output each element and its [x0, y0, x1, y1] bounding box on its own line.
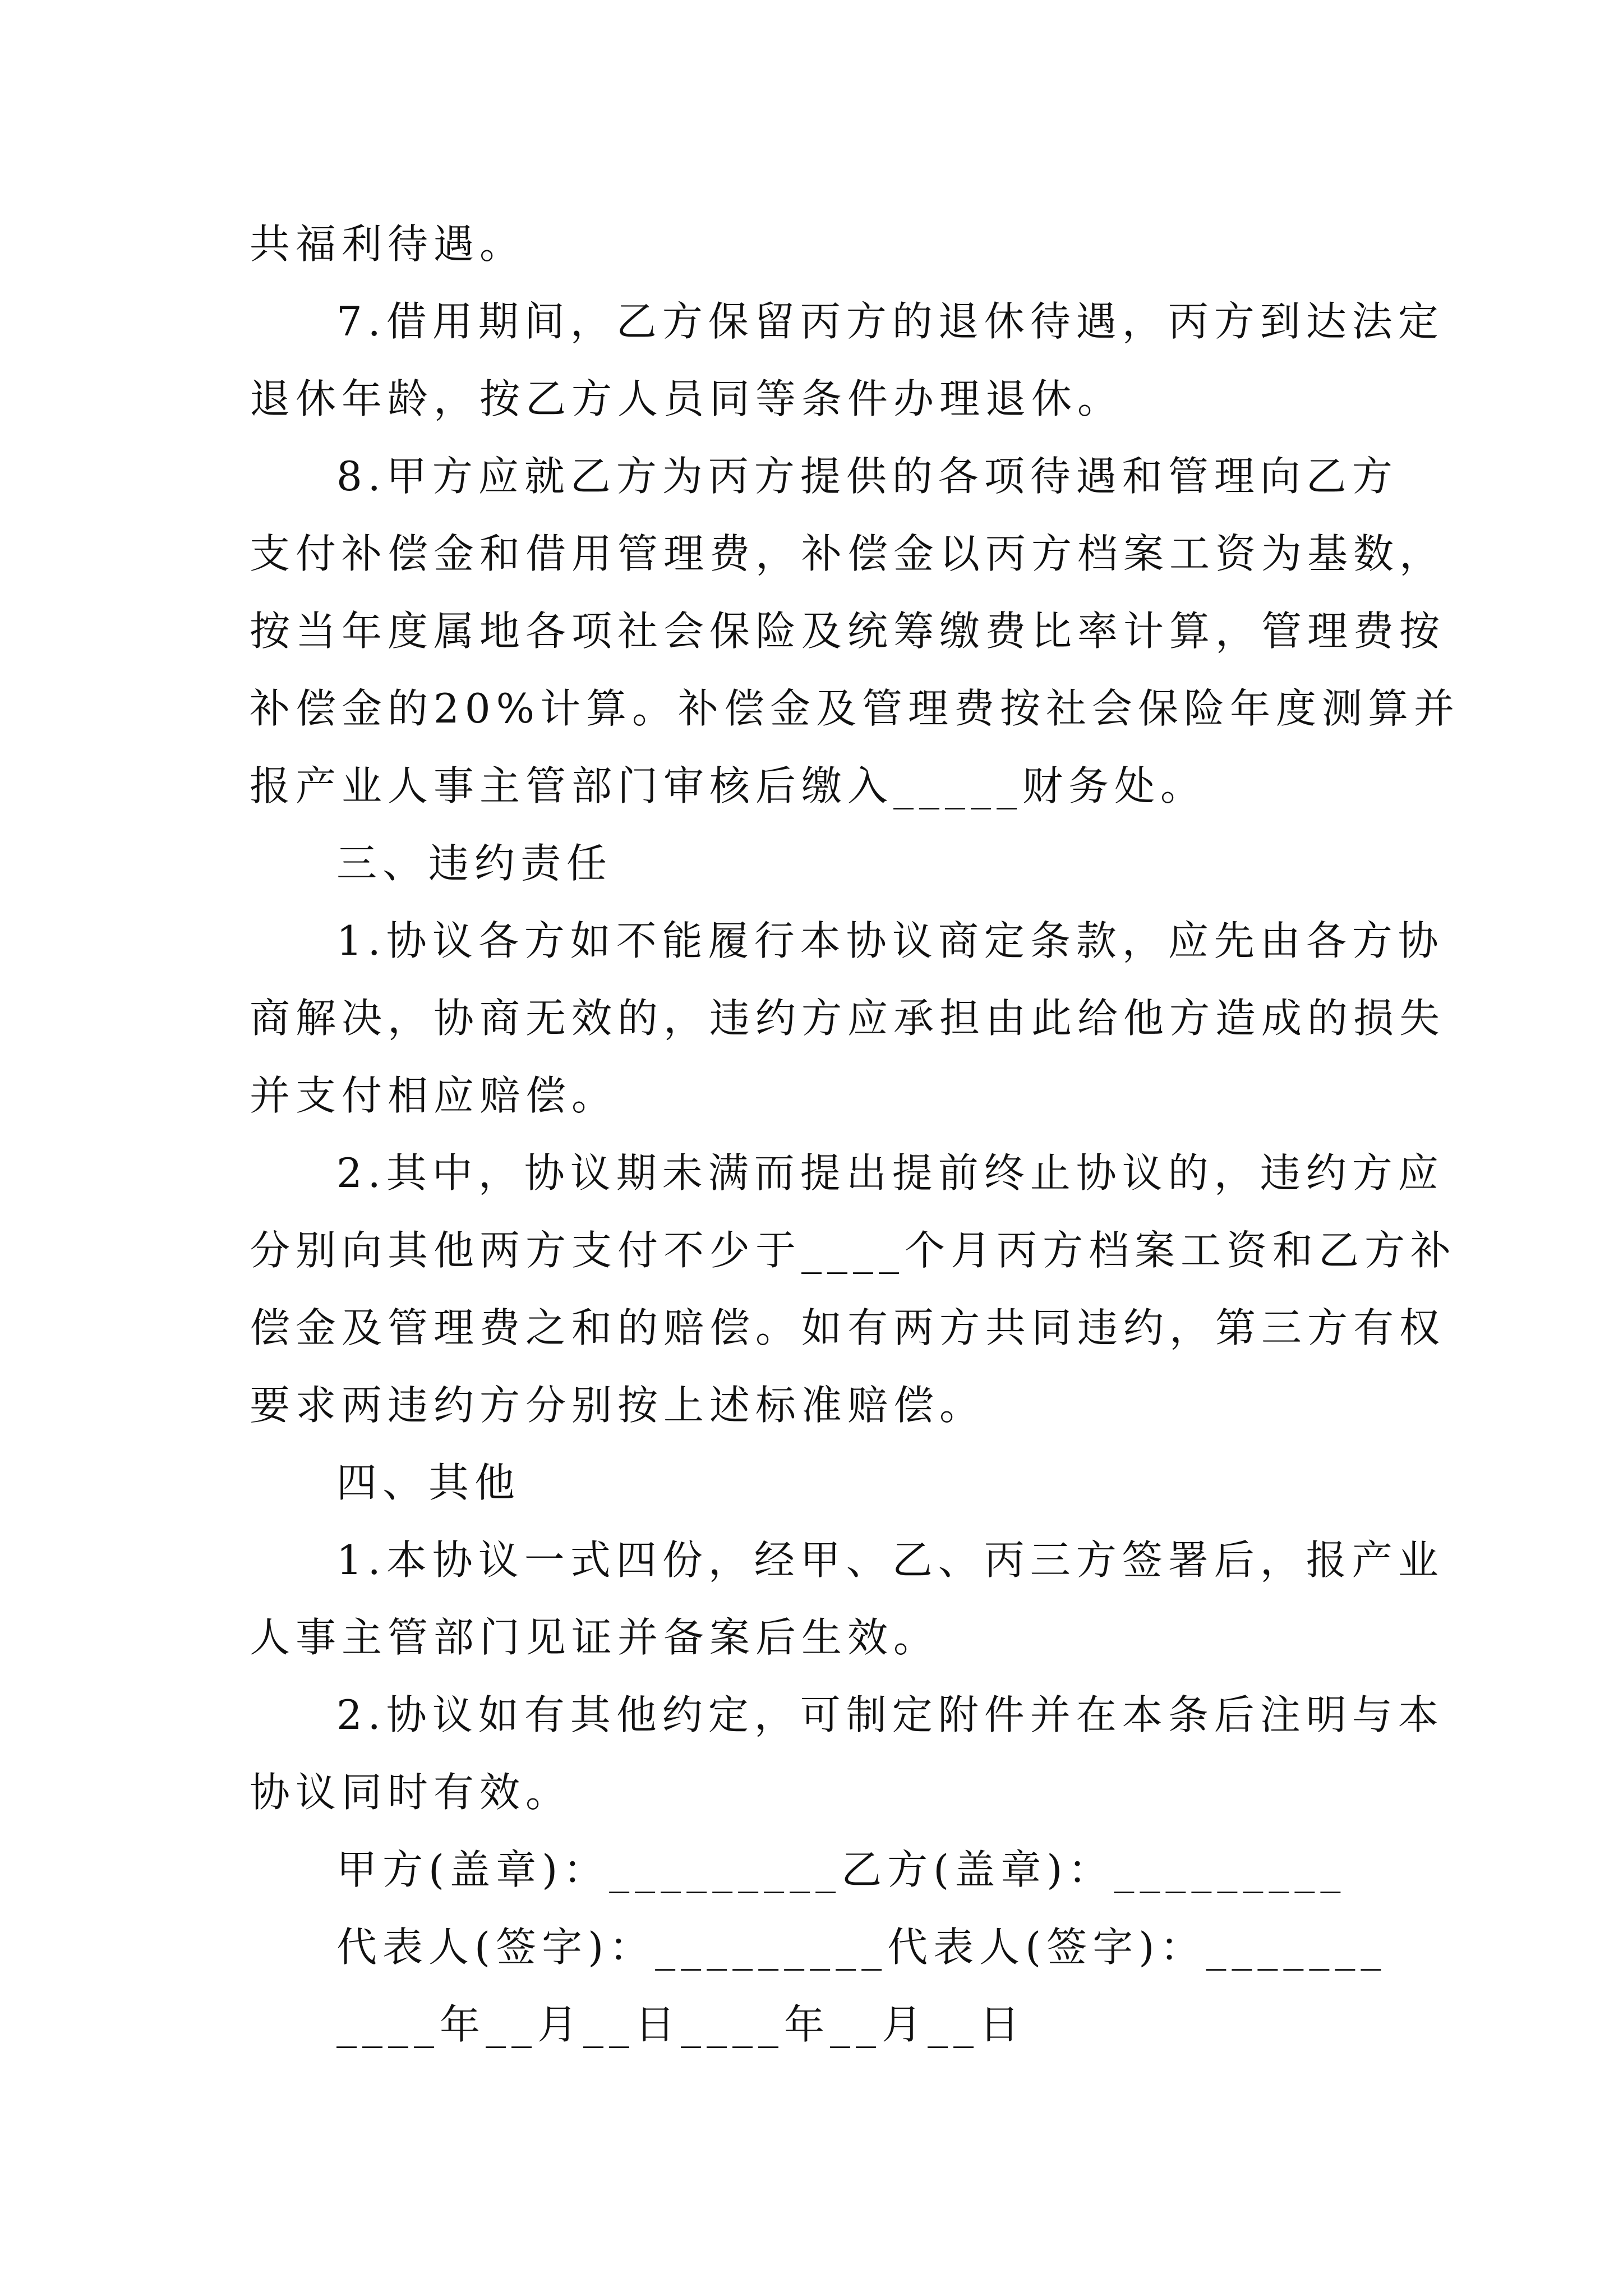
paragraph-line: 商解决，协商无效的，违约方应承担由此给他方造成的损失 [250, 995, 1446, 1042]
clause-2-line: 2.其中，协议期未满而提出提前终止协议的，违约方应 [336, 1149, 1444, 1197]
paragraph-line: 人事主管部门见证并备案后生效。 [250, 1614, 940, 1661]
paragraph-line: 协议同时有效。 [250, 1769, 572, 1816]
paragraph-line: 报产业人事主管部门审核后缴入_____财务处。 [250, 762, 1207, 809]
paragraph-line: 支付补偿金和借用管理费，补偿金以丙方档案工资为基数， [250, 530, 1446, 577]
clause-1-line: 1.本协议一式四份，经甲、乙、丙三方签署后，报产业 [336, 1536, 1444, 1584]
signature-date-line: ____年__月__日____年__月__日 [336, 2001, 1026, 2048]
paragraph-line: 退休年龄，按乙方人员同等条件办理退休。 [250, 375, 1124, 422]
clause-8-line: 8.甲方应就乙方为丙方提供的各项待遇和管理向乙方 [336, 453, 1398, 500]
paragraph-line: 按当年度属地各项社会保险及统筹缴费比率计算，管理费按 [250, 608, 1446, 655]
paragraph-line: 分别向其他两方支付不少于____个月丙方档案工资和乙方补 [250, 1227, 1457, 1274]
clause-7-line: 7.借用期间，乙方保留丙方的退休待遇，丙方到达法定 [336, 298, 1444, 345]
section-heading-breach: 三、违约责任 [336, 840, 613, 887]
paragraph-line: 共福利待遇。 [250, 220, 526, 268]
clause-2-line: 2.协议如有其他约定，可制定附件并在本条后注明与本 [336, 1691, 1444, 1738]
paragraph-line: 补偿金的20%计算。补偿金及管理费按社会保险年度测算并 [250, 685, 1460, 732]
section-heading-other: 四、其他 [336, 1459, 521, 1506]
paragraph-line: 偿金及管理费之和的赔偿。如有两方共同违约，第三方有权 [250, 1304, 1446, 1351]
signature-representative-line: 代表人(签字)：_________代表人(签字)：_______ [336, 1924, 1387, 1971]
paragraph-line: 要求两违约方分别按上述标准赔偿。 [250, 1382, 986, 1429]
paragraph-line: 并支付相应赔偿。 [250, 1072, 618, 1119]
clause-1-line: 1.协议各方如不能履行本协议商定条款，应先由各方协 [336, 917, 1444, 964]
signature-seal-line: 甲方(盖章)：_________乙方(盖章)：_________ [336, 1846, 1347, 1893]
